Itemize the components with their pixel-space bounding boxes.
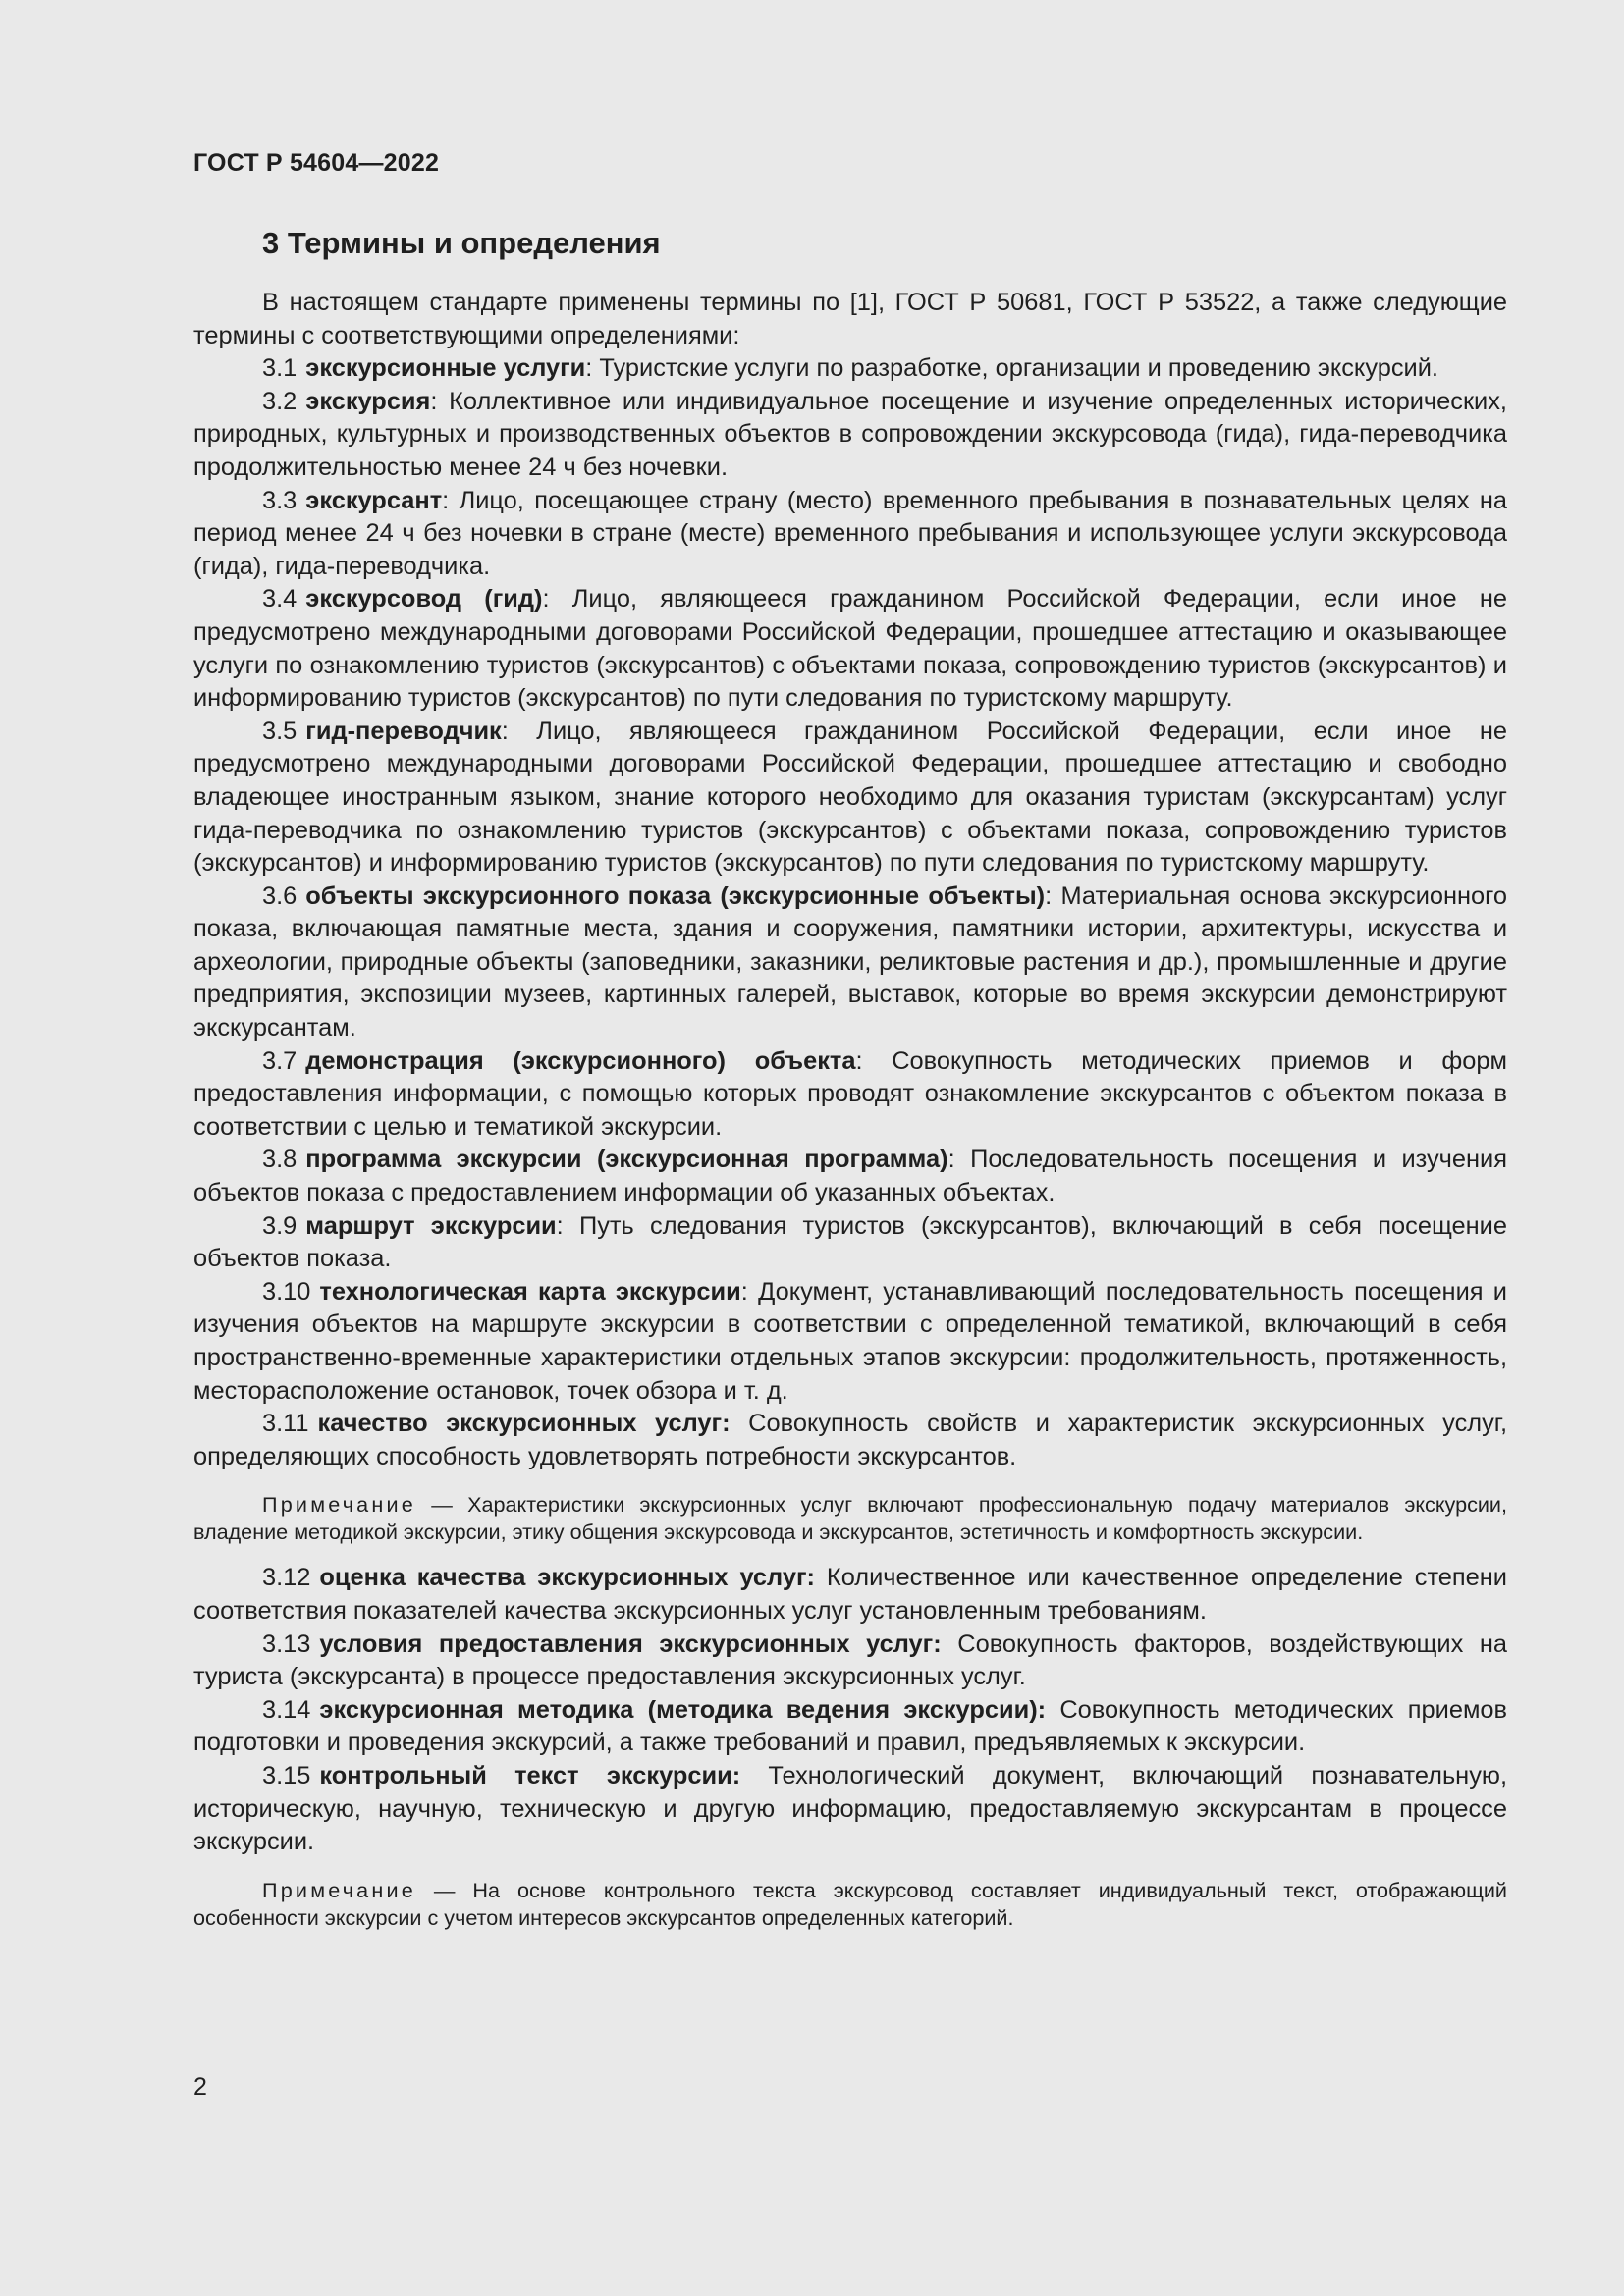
term-definition: Лицо, являющееся гражданином Российской Федерации, если иное не предусмотрено международными договорами Российской Федерации, прошедшее аттестацию и свободно владеющее иностранным языком, знание которого необходимо для оказания туристам (экскурсантам) услуг гида-переводчика по ознакомлению туристов (экскурсантов) с объектами показа, сопровождению туристов (экскурсантов) и информированию туристов (экскурсантов) по пути следования по туристскому маршруту. (193, 717, 1507, 878)
term-separator: : (947, 1146, 955, 1174)
term-definition: Технологический документ, включающий познавательную, историческую, научную, техническую и другую информацию, предоставляемую экскурсантам в процессе экскурсии. (193, 1761, 1507, 1856)
document-id-header: ГОСТ Р 54604—2022 (193, 149, 440, 177)
term-3-12 (193, 1562, 1507, 1628)
intro-paragraph: В настоящем стандарте применены термины по [1], ГОСТ Р 50681, ГОСТ Р 53522, а также следующие термины с соответствующими определениями: (193, 289, 1507, 349)
term-name: экскурсант (305, 486, 443, 514)
term-name: демонстрация (экскурсионного) объекта (305, 1046, 856, 1075)
term-name: оценка качества экскурсионных услуг: (319, 1564, 815, 1592)
term-number: 3.12 (262, 1564, 311, 1592)
term-name: экскурсовод (гид) (305, 585, 543, 614)
term-separator: : (542, 585, 550, 614)
term-number: 3.10 (262, 1277, 311, 1306)
term-definition: Совокупность методических приемов подготовки и проведения экскурсий, а также требований и правил, предъявляемых к экскурсии. (193, 1695, 1508, 1757)
term-separator: : (1045, 881, 1053, 910)
term-3-2 (193, 386, 1507, 485)
term-3-3 (193, 485, 1507, 584)
term-name: контрольный текст экскурсии: (319, 1761, 741, 1789)
term-separator: : (556, 1211, 564, 1240)
term-definition: Коллективное или индивидуальное посещение и изучение определенных исторических, природных, культурных и производственных объектов в сопровождении экскурсовода (гида), гида-переводчика продолжительностью менее 24 ч без ночевки. (193, 387, 1507, 481)
term-definition: Лицо, являющееся гражданином Российской Федерации, если иное не предусмотрено международными договорами Российской Федерации, прошедшее аттестацию и оказывающее услуги по ознакомлению туристов (экскурсантов) с объектами показа, сопровождению туристов (экскурсантов) и информированию туристов (экскурсантов) по пути следования по туристскому маршруту. (193, 585, 1508, 713)
note-label: Примечание (262, 1492, 416, 1518)
term-name: объекты экскурсионного показа (экскурсионные объекты) (305, 881, 1046, 910)
term-definition: Совокупность факторов, воздействующих на туриста (экскурсанта) в процессе предоставления экскурсионных услуг. (193, 1629, 1507, 1691)
term-3-4 (193, 583, 1507, 715)
term-3-15 (193, 1760, 1507, 1859)
note-2 (193, 1877, 1507, 1932)
term-name: программа экскурсии (экскурсионная программа) (305, 1146, 948, 1174)
term-definition: Документ, устанавливающий последовательность посещения и изучения объектов на маршруте экскурсии в соответствии с определенной тематикой, включающий в себя пространственно-временные характеристики отдельных этапов экскурсии: продолжительность, протяженность, месторасположение остановок, точек обзора и т. д. (193, 1277, 1507, 1405)
term-definition: Материальная основа экскурсионного показа, включающая памятные места, здания и сооружения, памятники истории, архитектуры, искусства и археологии, природные объекты (заповедники, заказники, реликтовые растения и др.), промышленные и другие предприятия, экспозиции музеев, картинных галерей, выставок, которые во время экскурсии демонстрируют экскурсантам. (193, 881, 1508, 1042)
term-definition: Количественное или качественное определение степени соответствия показателей качества экскурсионных услуг установленным требованиям. (193, 1564, 1507, 1625)
note-1 (193, 1491, 1507, 1546)
term-name: условия предоставления экскурсионных услуг: (319, 1629, 942, 1658)
term-name: технологическая карта экскурсии (319, 1277, 741, 1306)
term-3-5 (193, 716, 1507, 881)
term-separator: : (585, 354, 593, 383)
term-number: 3.15 (262, 1761, 311, 1789)
term-3-7 (193, 1045, 1507, 1145)
term-definition: Совокупность методических приемов и форм предоставления информации, с помощью которых проводят ознакомление экскурсантов с объектом показа в соответствии с целью и тематикой экскурсии. (193, 1046, 1507, 1141)
term-definition: Туристские услуги по разработке, организации и проведению экскурсий. (592, 354, 1438, 383)
term-3-8 (193, 1144, 1507, 1209)
term-3-6 (193, 881, 1507, 1045)
note-label: Примечание (262, 1877, 416, 1902)
term-number: 3.5 (262, 717, 298, 745)
term-separator: : (855, 1046, 863, 1075)
term-3-11 (193, 1408, 1507, 1473)
section-title: 3 Термины и определения (262, 226, 661, 260)
term-separator: : (740, 1277, 748, 1306)
note-text: — На основе контрольного текста экскурсовод составляет индивидуальный текст, отображающий особенности экскурсии с учетом интересов экскурсантов определенных категорий. (193, 1877, 1507, 1930)
term-number: 3.7 (262, 1046, 298, 1075)
term-3-1 (193, 352, 1507, 386)
page-number: 2 (193, 2073, 207, 2101)
term-separator: : (442, 486, 450, 514)
note-text: — Характеристики экскурсионных услуг включают профессиональную подачу материалов экскурсии, владение методикой экскурсии, этику общения экскурсовода и экскурсантов, эстетичность и комфортность экскурсии. (193, 1492, 1507, 1545)
term-3-9 (193, 1210, 1507, 1276)
term-number: 3.9 (262, 1211, 298, 1240)
term-name: маршрут экскурсии (305, 1211, 557, 1240)
term-number: 3.13 (262, 1629, 311, 1658)
term-3-10 (193, 1276, 1507, 1408)
term-name: экскурсия (305, 387, 431, 415)
term-name: гид-переводчик (305, 717, 502, 745)
term-definition: Лицо, посещающее страну (место) временного пребывания в познавательных целях на период менее 24 ч без ночевки в стране (месте) временного пребывания и использующее услуги экскурсовода (гида), гида-переводчика. (193, 486, 1507, 580)
term-definition: Совокупность свойств и характеристик экскурсионных услуг, определяющих способность удовлетворять потребности экскурсантов. (193, 1410, 1507, 1470)
term-name: экскурсионные услуги (305, 354, 586, 383)
term-number: 3.2 (262, 387, 298, 415)
term-separator: : (430, 387, 438, 415)
term-3-13 (193, 1629, 1507, 1694)
term-number: 3.4 (262, 585, 298, 614)
term-separator: : (501, 717, 509, 745)
term-number: 3.1 (262, 354, 298, 383)
term-definition: Путь следования туристов (экскурсантов), включающий в себя посещение объектов показа. (193, 1211, 1507, 1273)
term-number: 3.6 (262, 881, 298, 910)
term-number: 3.3 (262, 486, 298, 514)
section-body (193, 287, 1507, 1948)
term-number: 3.8 (262, 1146, 298, 1174)
term-definition: Последовательность посещения и изучения объектов показа с предоставлением информации об указанных объектах. (193, 1146, 1507, 1207)
term-name: качество экскурсионных услуг: (317, 1410, 731, 1438)
term-number: 3.14 (262, 1695, 311, 1724)
term-3-14 (193, 1694, 1507, 1760)
term-number: 3.11 (262, 1410, 309, 1438)
term-name: экскурсионная методика (методика ведения экскурсии): (319, 1695, 1047, 1724)
